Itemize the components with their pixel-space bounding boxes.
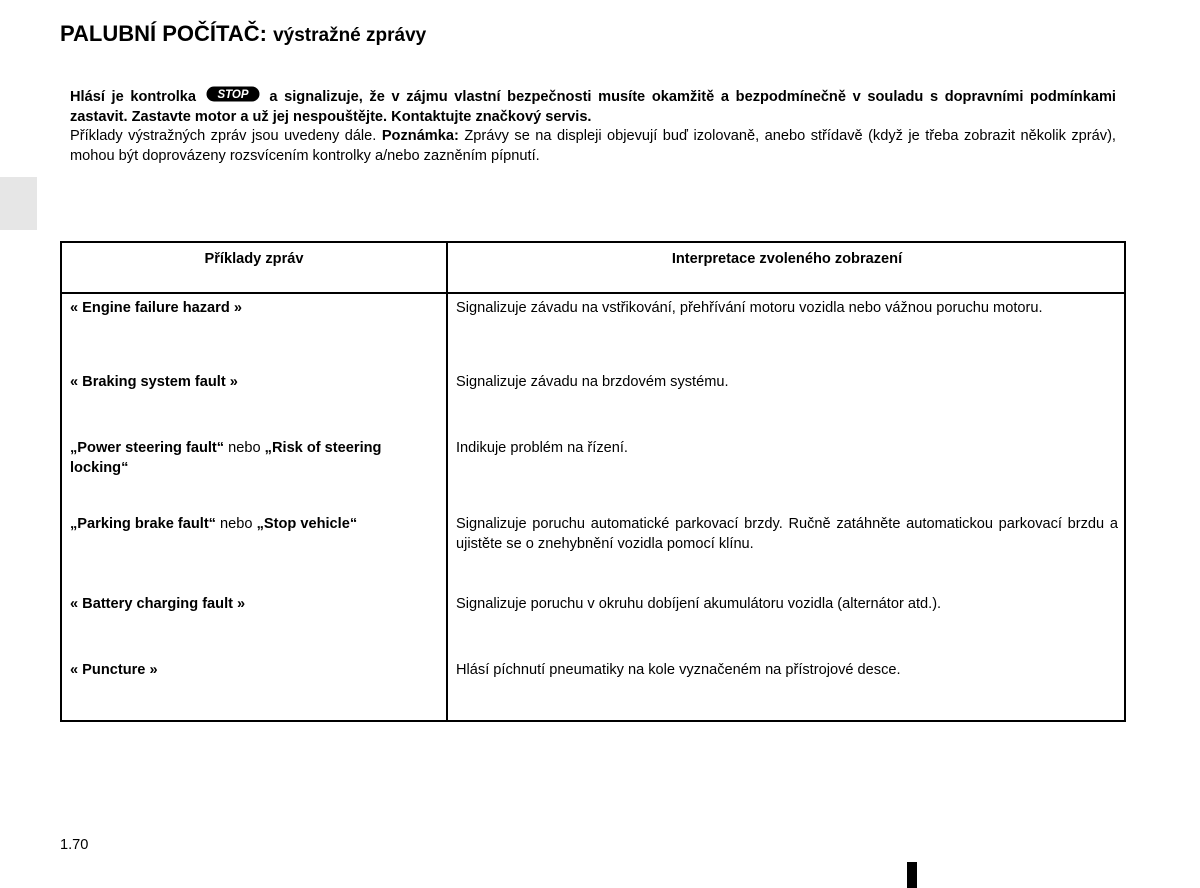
message-cell xyxy=(70,515,438,535)
description-cell: Signalizuje poruchu v okruhu dobíjení akumulátoru vozidla (alternátor atd.). xyxy=(456,596,942,612)
page-title-main: PALUBNÍ POČÍTAČ: xyxy=(60,21,267,46)
page-edge-marker xyxy=(907,862,917,888)
page-title xyxy=(60,21,426,49)
message-connector: nebo xyxy=(220,516,253,532)
stop-warning-instructions: a signalizuje, že v zájmu vlastní bezpečnosti musíte okamžitě a bezpodmínečně v souladu s dopravními podmínkami zastavit. Zastavte motor a už jej nespouštějte. Kontaktujte značkový servis. xyxy=(70,89,1116,125)
message-connector: nebo xyxy=(228,440,261,456)
chapter-side-tab xyxy=(0,177,37,230)
table-header-divider xyxy=(62,292,1124,294)
description-cell: Signalizuje závadu na vstřikování, přehřívání motoru vozidla nebo vážnou poruchu motoru. xyxy=(456,300,1043,316)
page-title-subtitle: výstražné zprávy xyxy=(273,25,427,46)
message-cell xyxy=(70,439,438,478)
message-text: „Stop vehicle“ xyxy=(256,516,358,532)
message-cell: « Engine failure hazard » xyxy=(70,300,242,316)
note-label: Poznámka: xyxy=(381,128,459,144)
message-cell: « Battery charging fault » xyxy=(70,596,246,612)
table-header-messages: Příklady zpráv xyxy=(204,251,304,267)
description-cell: Indikuje problém na řízení. xyxy=(456,440,628,456)
examples-text: Příklady výstražných zpráv jsou uvedeny dále. xyxy=(70,128,377,144)
note-text: Zprávy se na displeji objevují buď izolovaně, anebo střídavě (když je třeba zobrazit několik zpráv), mohou být doprovázeny rozsvícením kontrolky a/nebo zazněním pípnutí. xyxy=(70,128,1116,164)
message-cell: « Braking system fault » xyxy=(70,374,238,390)
description-cell: Signalizuje poruchu automatické parkovací brzdy. Ručně zatáhněte automatickou parkovací brzdu a ujistěte se o znehybnění vozidla pomocí klínu. xyxy=(456,516,1118,552)
message-cell: « Puncture » xyxy=(70,662,158,678)
table-column-divider xyxy=(446,243,448,720)
stop-icon-label: STOP xyxy=(217,89,249,101)
message-text: „Power steering fault“ xyxy=(70,440,225,456)
stop-warning-icon xyxy=(206,86,260,102)
description-cell: Hlásí píchnutí pneumatiky na kole vyznačeném na přístrojové desce. xyxy=(456,662,901,678)
message-text: „Parking brake fault“ xyxy=(70,516,216,532)
intro-section xyxy=(70,86,1116,166)
page-number: 1.70 xyxy=(60,837,89,853)
stop-warning-lead: Hlásí je kontrolka xyxy=(70,89,197,105)
description-cell: Signalizuje závadu na brzdovém systému. xyxy=(456,374,729,390)
message-text: „Risk of steering locking“ xyxy=(70,440,382,476)
stop-warning-paragraph xyxy=(70,86,1116,127)
warning-messages-table xyxy=(60,241,1126,722)
examples-paragraph xyxy=(70,127,1116,166)
table-header-interpretation: Interpretace zvoleného zobrazení xyxy=(671,251,903,267)
